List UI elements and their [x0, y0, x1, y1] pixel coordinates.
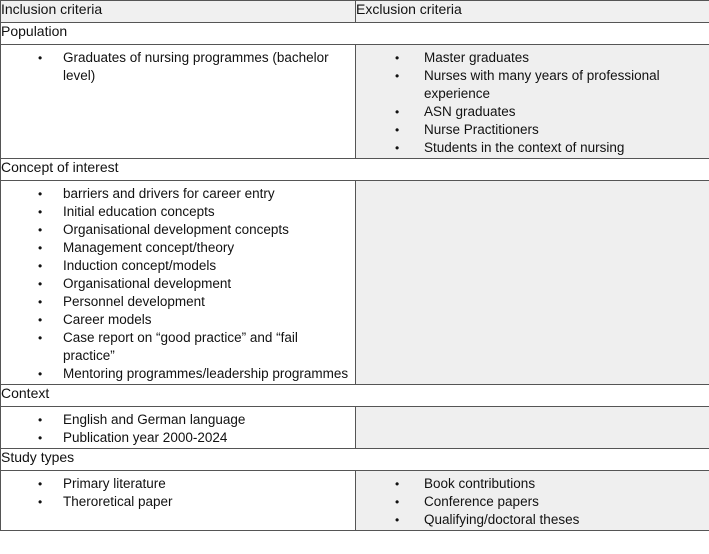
- bullet-icon: •: [38, 331, 43, 345]
- bullet-icon: •: [395, 105, 400, 119]
- list-item-text: Initial education concepts: [63, 204, 215, 219]
- list-item-text: Publication year 2000-2024: [63, 430, 228, 445]
- list-item-text: Induction concept/models: [63, 258, 217, 273]
- list-item: [1, 411, 349, 429]
- section-title: Context: [1, 385, 709, 407]
- list-item-text: English and German language: [63, 412, 246, 427]
- list-item-text: Management concept/theory: [63, 240, 235, 255]
- section-row-concept: [1, 159, 709, 181]
- bullet-icon: •: [395, 123, 400, 137]
- content-row-study-types: [1, 471, 709, 531]
- bullet-icon: •: [38, 495, 43, 509]
- list-item: [1, 493, 349, 511]
- list-item-text: Theroretical paper: [63, 494, 173, 509]
- list-item-text: Qualifying/doctoral theses: [424, 512, 580, 527]
- section-row-context: [1, 385, 709, 407]
- inclusion-list: [1, 471, 355, 512]
- section-title: Study types: [1, 449, 709, 471]
- list-item: [1, 329, 349, 365]
- bullet-icon: •: [38, 367, 43, 381]
- list-item: [356, 139, 703, 157]
- list-item: [356, 493, 703, 511]
- list-item: [1, 365, 349, 383]
- list-item: [1, 275, 349, 293]
- bullet-icon: •: [38, 259, 43, 273]
- exclusion-cell: [356, 45, 709, 159]
- exclusion-list: [356, 181, 709, 186]
- exclusion-list: [356, 407, 709, 412]
- list-item-text: Career models: [63, 312, 152, 327]
- bullet-icon: •: [395, 69, 400, 83]
- section-title: Concept of interest: [1, 159, 709, 181]
- inclusion-list: [1, 407, 355, 448]
- list-item: [1, 203, 349, 221]
- list-item-text: Organisational development concepts: [63, 222, 289, 237]
- list-item-text: ASN graduates: [424, 104, 516, 119]
- bullet-icon: •: [38, 477, 43, 491]
- bullet-icon: •: [395, 51, 400, 65]
- list-item-text: Organisational development: [63, 276, 232, 291]
- exclusion-list: [356, 45, 709, 158]
- section-row-study-types: [1, 449, 709, 471]
- exclusion-cell: [356, 407, 709, 449]
- list-item-text: barriers and drivers for career entry: [63, 186, 275, 201]
- list-item: [1, 49, 349, 85]
- inclusion-cell: [1, 45, 356, 159]
- bullet-icon: •: [395, 513, 400, 527]
- bullet-icon: •: [38, 313, 43, 327]
- list-item: [1, 293, 349, 311]
- bullet-icon: •: [395, 477, 400, 491]
- list-item: [1, 257, 349, 275]
- inclusion-header: Inclusion criteria: [1, 1, 356, 23]
- exclusion-cell: [356, 471, 709, 531]
- list-item: [356, 475, 703, 493]
- bullet-icon: •: [38, 205, 43, 219]
- list-item: [356, 67, 703, 103]
- content-row-concept: [1, 181, 709, 385]
- list-item-text: Conference papers: [424, 494, 539, 509]
- bullet-icon: •: [38, 431, 43, 445]
- bullet-icon: •: [38, 187, 43, 201]
- inclusion-list: [1, 45, 355, 86]
- table-header-row: [1, 1, 709, 23]
- list-item-text: Primary literature: [63, 476, 166, 491]
- list-item-text: Book contributions: [424, 476, 536, 491]
- bullet-icon: •: [38, 223, 43, 237]
- inclusion-cell: [1, 181, 356, 385]
- inclusion-cell: [1, 407, 356, 449]
- list-item-text: Master graduates: [424, 50, 530, 65]
- inclusion-list: [1, 181, 355, 384]
- list-item: [356, 49, 703, 67]
- exclusion-header: Exclusion criteria: [356, 1, 709, 23]
- list-item-text: Mentoring programmes/leadership programmes: [63, 366, 349, 381]
- list-item: [356, 511, 703, 529]
- exclusion-cell: [356, 181, 709, 385]
- list-item: [1, 185, 349, 203]
- bullet-icon: •: [395, 495, 400, 509]
- bullet-icon: •: [38, 413, 43, 427]
- content-row-context: [1, 407, 709, 449]
- bullet-icon: •: [38, 51, 43, 65]
- bullet-icon: •: [395, 141, 400, 155]
- section-row-population: [1, 23, 709, 45]
- list-item-text: Case report on “good practice” and “fail practice”: [63, 330, 298, 363]
- list-item: [1, 475, 349, 493]
- list-item-text: Personnel development: [63, 294, 205, 309]
- section-title: Population: [1, 23, 709, 45]
- list-item: [1, 429, 349, 447]
- bullet-icon: •: [38, 277, 43, 291]
- list-item-text: Students in the context of nursing: [424, 140, 625, 155]
- list-item-text: Nurse Practitioners: [424, 122, 539, 137]
- list-item-text: Graduates of nursing programmes (bachelor level): [63, 50, 329, 83]
- bullet-icon: •: [38, 295, 43, 309]
- list-item: [356, 103, 703, 121]
- content-row-population: [1, 45, 709, 159]
- list-item: [356, 121, 703, 139]
- exclusion-list: [356, 471, 709, 530]
- list-item: [1, 239, 349, 257]
- list-item: [1, 221, 349, 239]
- list-item: [1, 311, 349, 329]
- bullet-icon: •: [38, 241, 43, 255]
- inclusion-cell: [1, 471, 356, 531]
- list-item-text: Nurses with many years of professional experience: [424, 68, 660, 101]
